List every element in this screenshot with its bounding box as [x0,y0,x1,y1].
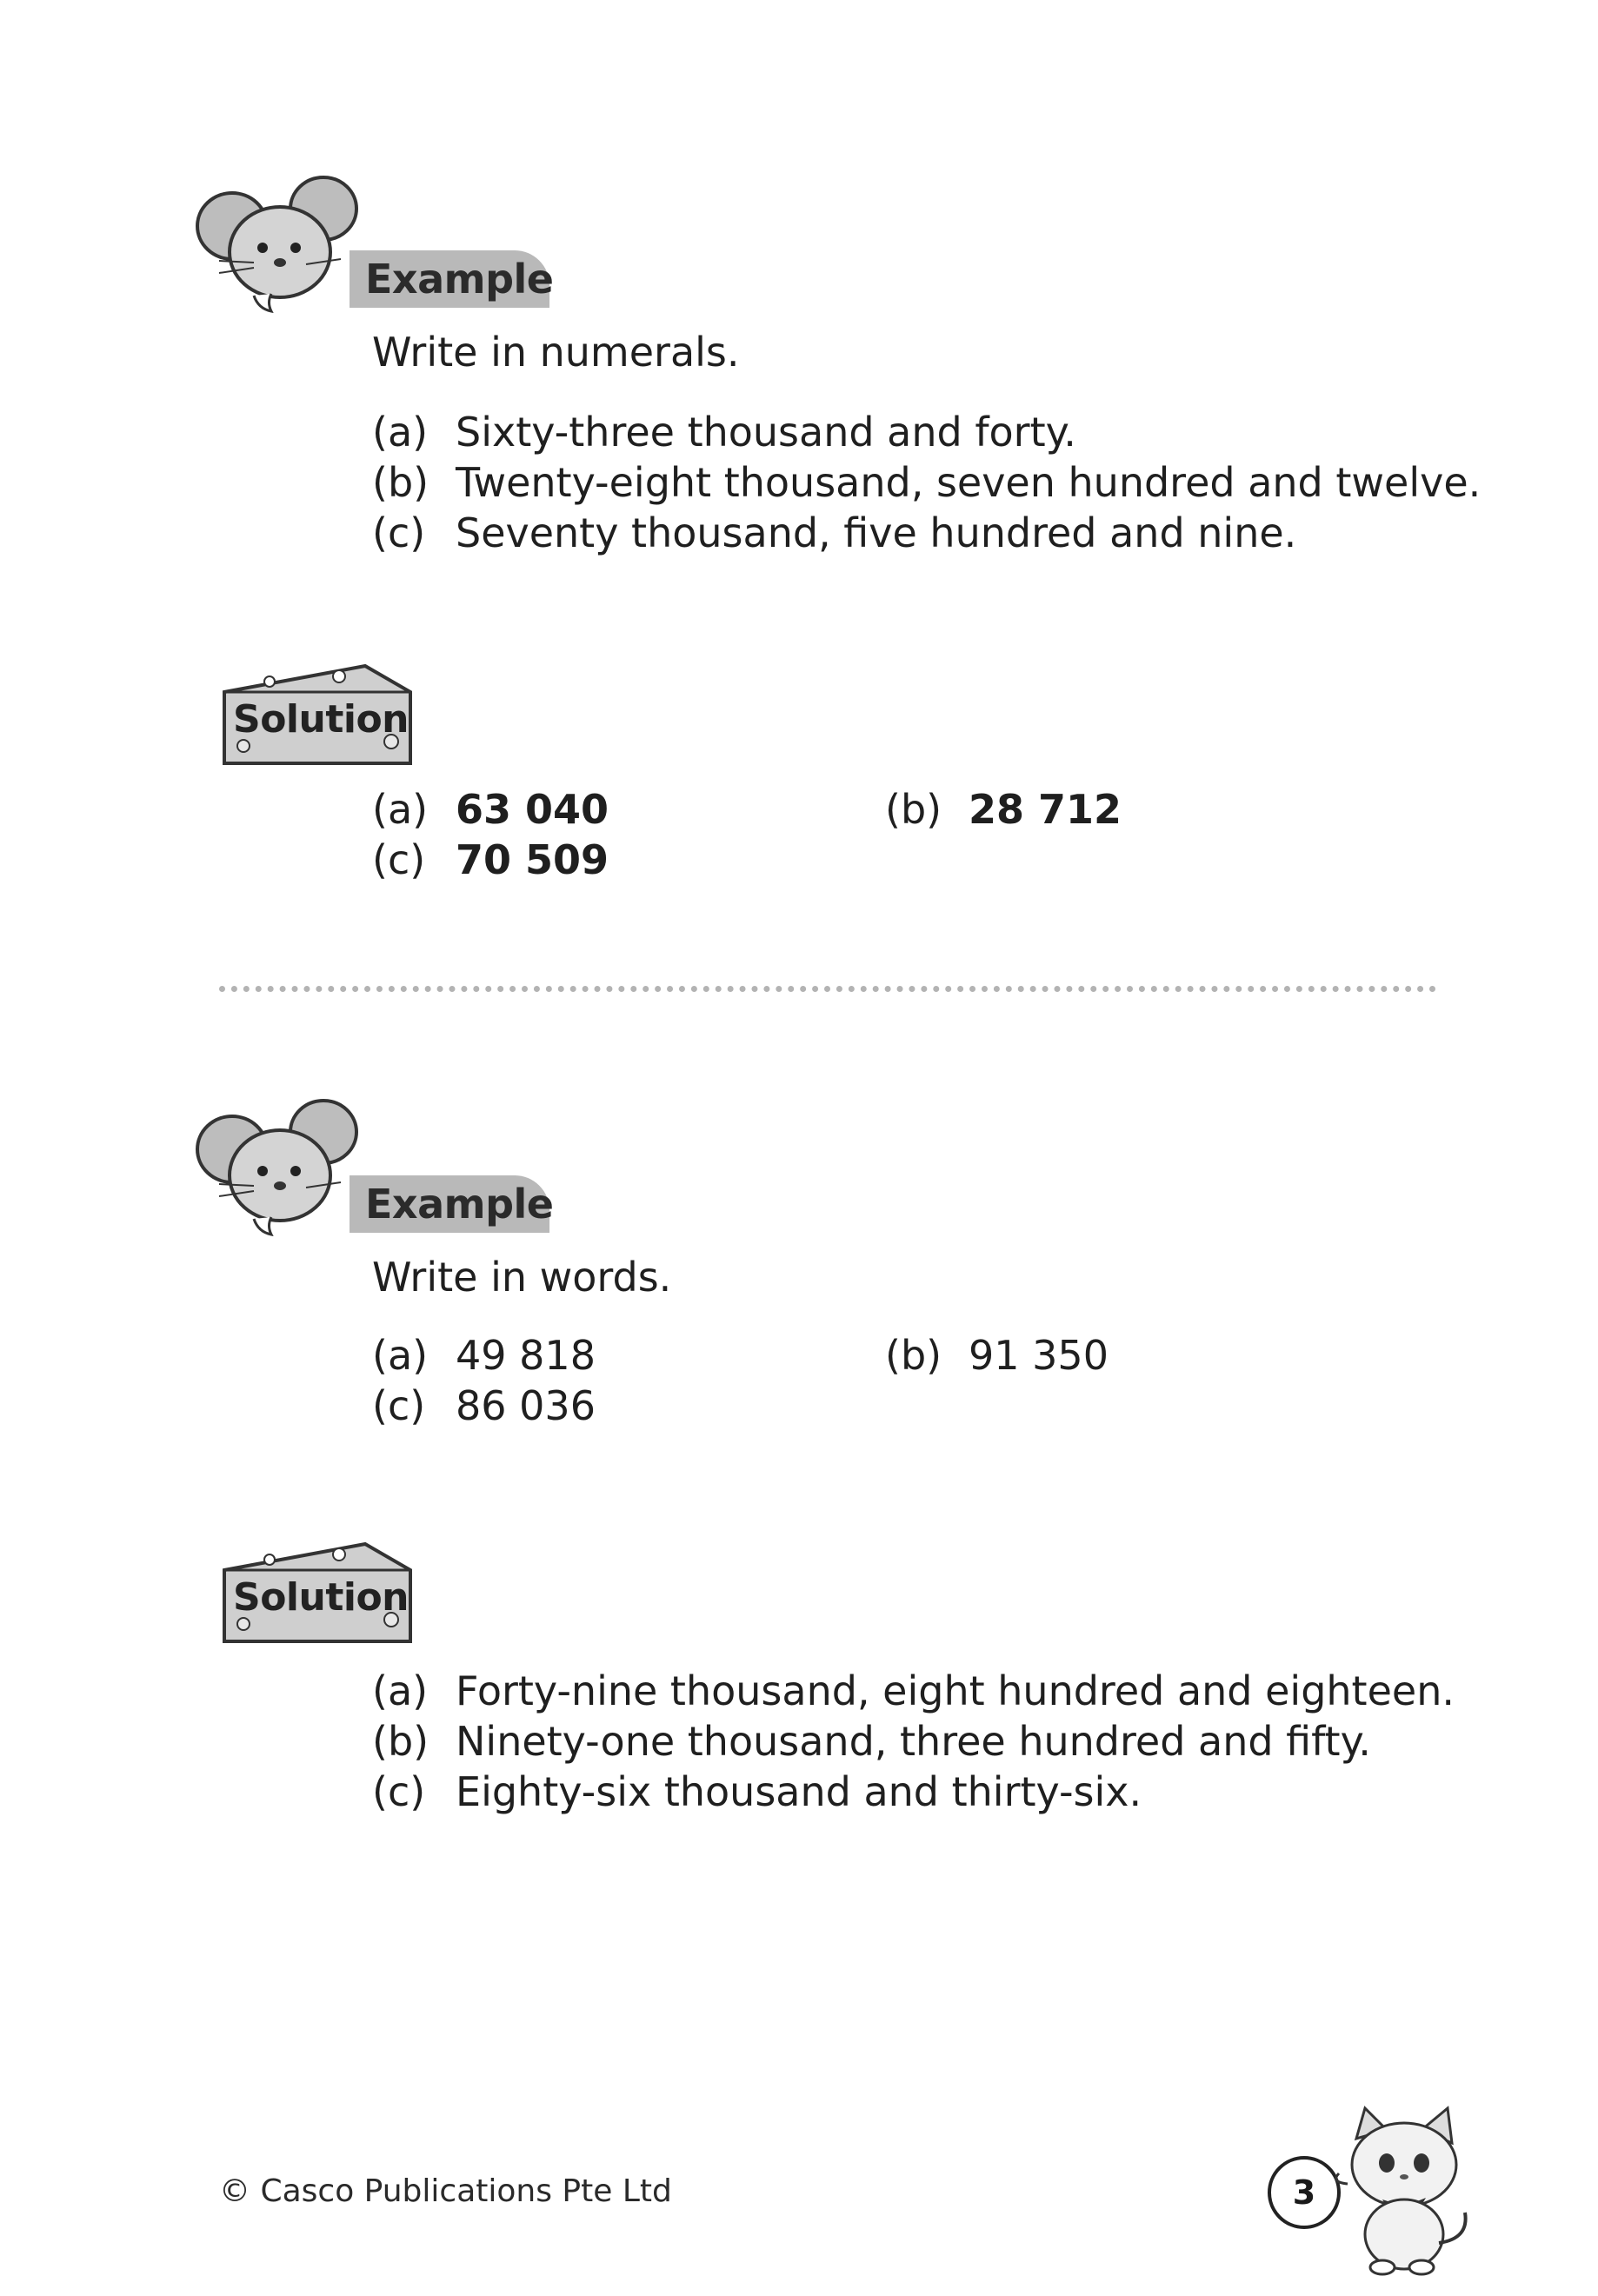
list-item [372,409,1076,456]
item-text: Twenty-eight thousand, seven hundred and twelve. [456,459,1481,506]
example-label: Example [365,256,554,303]
answer-text: Ninety-one thousand, three hundred and fifty. [456,1718,1371,1765]
answer-text: 28 712 [969,786,1122,833]
answer-label: (c) [372,836,426,883]
mouse-mascot-icon [193,165,358,313]
instruction: Write in words. [372,1254,672,1301]
list-item [372,509,1296,556]
cat-mascot-icon [1330,2104,1478,2278]
item-text: Sixty-three thousand and forty. [456,409,1076,456]
answer-label: (a) [372,1667,429,1714]
list-item [372,459,1481,506]
item-label: (a) [372,409,429,456]
solution-label: Solution [233,1575,409,1620]
answer-item [372,1768,1142,1815]
example-label: Example [365,1181,554,1228]
item-label: (b) [885,1332,942,1379]
item-text: 91 350 [969,1332,1109,1379]
item-label: (a) [372,1332,429,1379]
item-text: 86 036 [456,1382,596,1429]
section-divider [219,986,1436,992]
answer-item [885,786,1122,833]
answer-text: Forty-nine thousand, eight hundred and eighteen. [456,1667,1455,1714]
instruction: Write in numerals. [372,329,740,376]
answer-text: 63 040 [456,786,609,833]
answer-label: (a) [372,786,429,833]
answer-label: (b) [372,1718,429,1765]
item-label: (b) [372,459,429,506]
example-tab [350,250,554,308]
answer-text: Eighty-six thousand and thirty-six. [456,1768,1142,1815]
answer-label: (b) [885,786,942,833]
answer-text: 70 509 [456,836,609,883]
item-label: (c) [372,509,426,556]
answer-label: (c) [372,1768,426,1815]
copyright-text: © Casco Publications Pte Ltd [219,2173,672,2209]
answer-item [372,1718,1371,1765]
answer-item [372,1667,1455,1714]
mouse-mascot-icon [193,1088,358,1236]
item-text: Seventy thousand, five hundred and nine. [456,509,1297,556]
answer-item [372,786,609,833]
item-label: (c) [372,1382,426,1429]
list-item [372,1382,596,1429]
example-tab [350,1175,554,1233]
item-text: 49 818 [456,1332,596,1379]
page-number-text: 3 [1292,2173,1316,2212]
list-item [372,1332,596,1379]
answer-item [372,836,609,883]
solution-label: Solution [233,697,409,742]
list-item [885,1332,1109,1379]
